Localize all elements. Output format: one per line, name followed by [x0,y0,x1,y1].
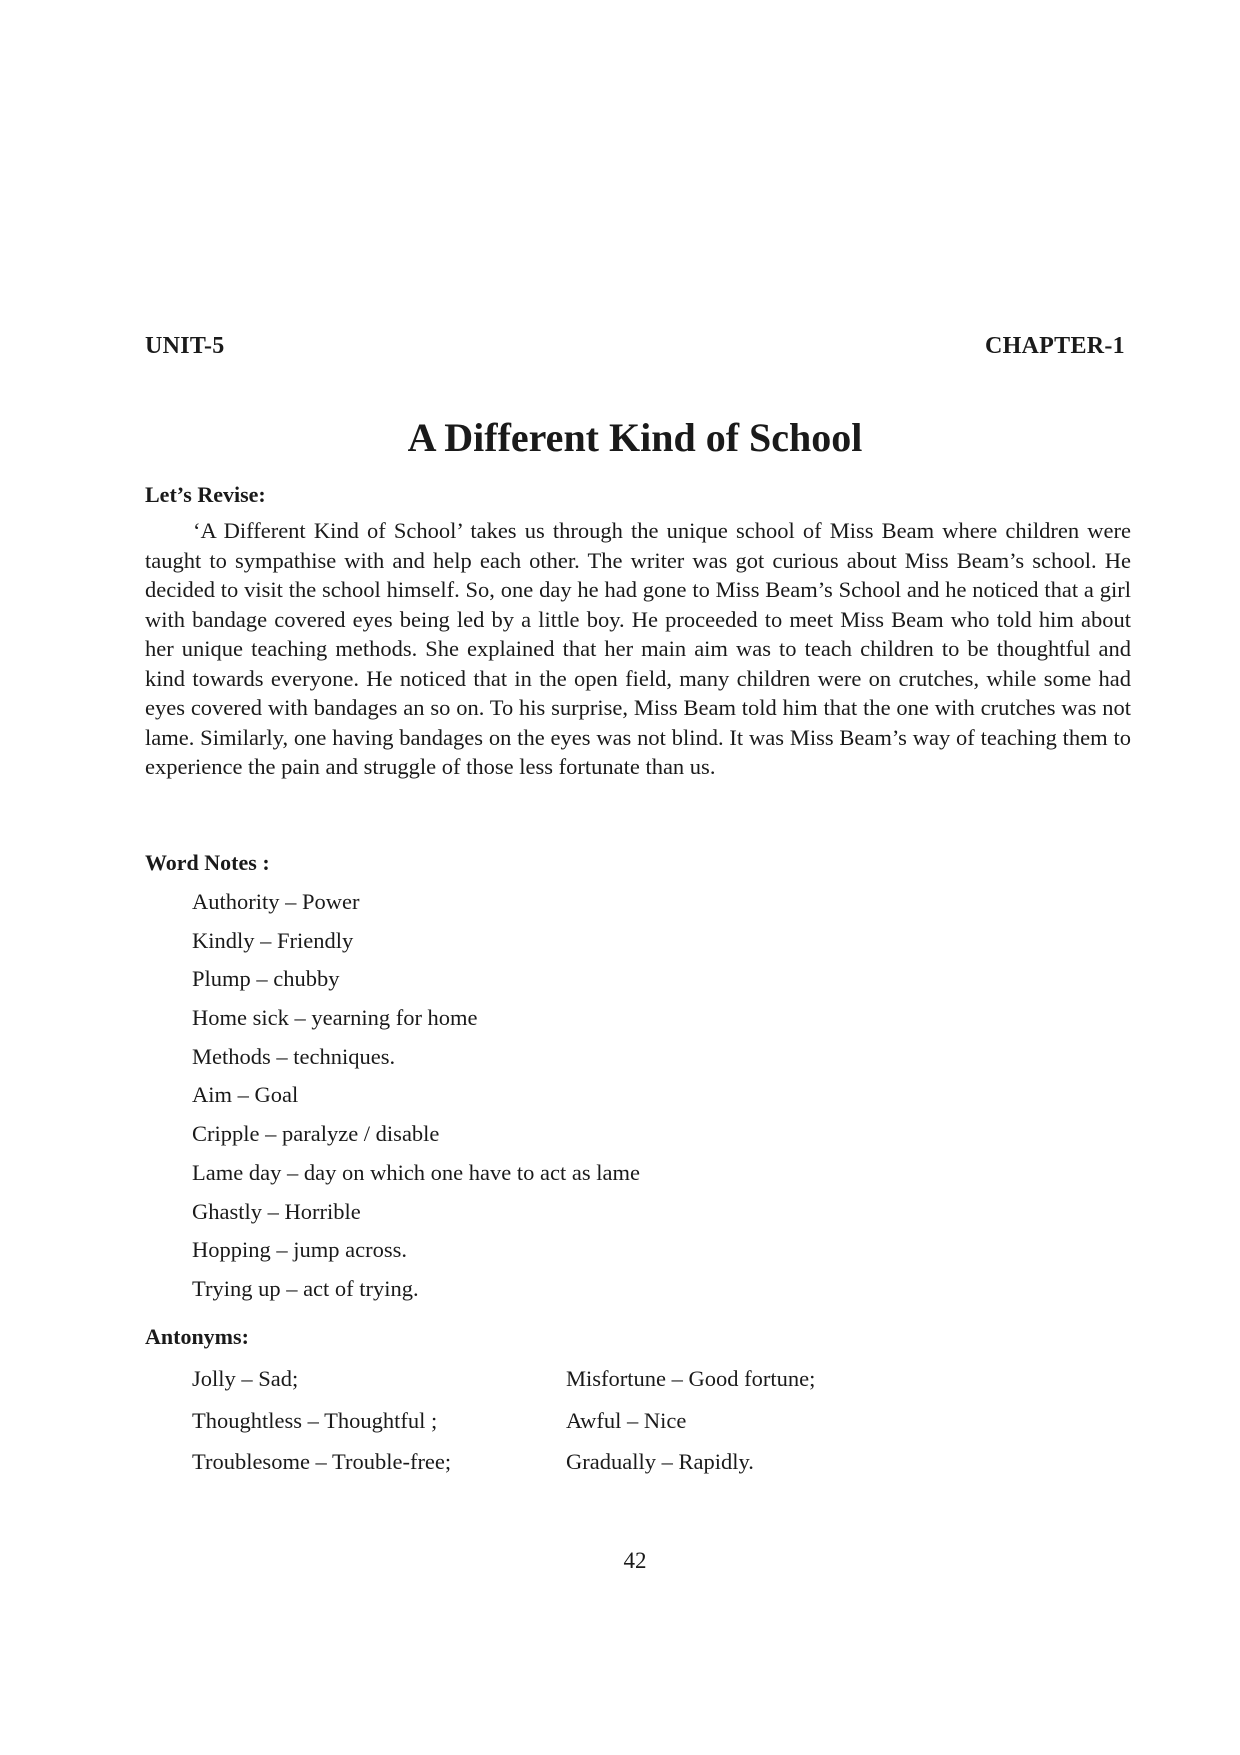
word-notes-heading: Word Notes : [145,850,270,875]
page-title: A Different Kind of School [407,415,863,460]
chapter-label: CHAPTER-1 [984,333,1125,359]
word-note-item: Home sick – yearning for home [192,1005,478,1031]
antonyms-heading: Antonyms: [145,1324,249,1349]
antonym-left: Troublesome – Trouble-free; [192,1449,452,1474]
word-note-item: Ghastly – Horrible [192,1198,361,1224]
antonym-right: Gradually – Rapidly. [566,1449,754,1474]
word-note-item: Kindly – Friendly [192,927,354,953]
antonym-left: Thoughtless – Thoughtful ; [192,1407,438,1433]
word-note-item: Methods – techniques. [192,1043,396,1069]
antonym-right: Awful – Nice [566,1407,687,1433]
word-note-item: Authority – Power [192,889,360,914]
revise-heading: Let’s Revise: [145,482,266,507]
antonym-left: Jolly – Sad; [192,1366,299,1391]
word-notes-list [192,888,640,1314]
word-note-item: Cripple – paralyze / disable [192,1121,440,1147]
word-note-item: Hopping – jump across. [192,1237,407,1263]
page-number: 42 [623,1548,647,1573]
unit-label: UNIT-5 [145,333,225,359]
antonym-right: Misfortune – Good fortune; [566,1366,816,1391]
word-note-item: Trying up – act of trying. [192,1275,419,1301]
word-note-item: Aim – Goal [192,1082,299,1108]
revise-paragraph: ‘A Different Kind of School’ takes us through the unique school of Miss Beam where children were taught to sympathise with and help each other. The writer was got curious about Miss Beam’s school. He decided to visit the school himself. So, one day he had gone to Miss Beam’s School and he noticed that a girl with bandage covered eyes being led by a little boy. He proceeded to meet Miss Beam who told him about her unique teaching methods. She explained that her main aim was to teach children to be thoughtful and kind towards everyone. He noticed that in the open field, many children were on crutches, while some had eyes covered with bandages an so on. To his surprise, Miss Beam told him that the one with crutches was not lame. Similarly, one having bandages on the eyes was not blind. It was Miss Beam’s way of teaching them to experience the pain and struggle of those less fortunate than us. [145,518,1131,779]
word-note-item: Lame day – day on which one have to act as lame [192,1159,640,1185]
word-note-item: Plump – chubby [192,966,340,992]
